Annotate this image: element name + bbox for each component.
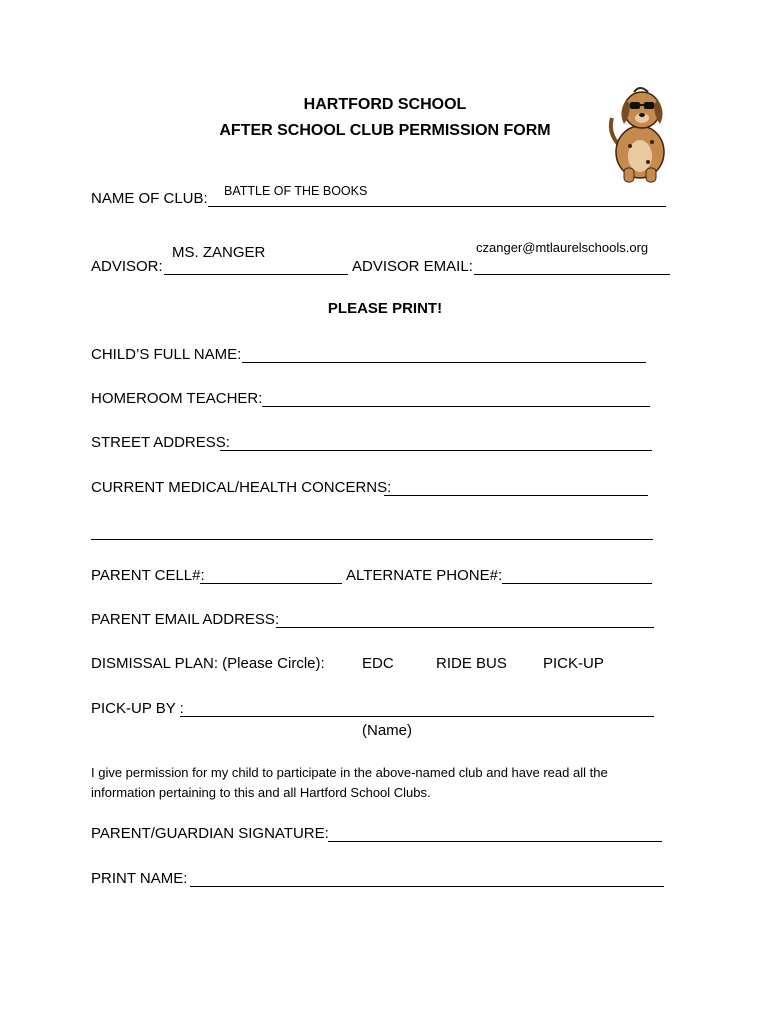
advisor-label: ADVISOR: bbox=[91, 258, 163, 275]
pick-up-by-field[interactable] bbox=[180, 716, 654, 717]
dismissal-option-ride-bus[interactable]: RIDE BUS bbox=[436, 655, 507, 672]
homeroom-field[interactable] bbox=[262, 406, 650, 407]
please-print-notice: PLEASE PRINT! bbox=[327, 300, 443, 317]
parent-email-field[interactable] bbox=[276, 627, 654, 628]
street-address-field[interactable] bbox=[220, 450, 652, 451]
dog-with-sunglasses-icon bbox=[604, 82, 676, 184]
form-title: AFTER SCHOOL CLUB PERMISSION FORM bbox=[219, 122, 551, 139]
dismissal-option-edc[interactable]: EDC bbox=[362, 655, 394, 672]
advisor-value: MS. ZANGER bbox=[172, 244, 266, 261]
advisor-line[interactable] bbox=[164, 274, 348, 275]
dismissal-option-pick-up[interactable]: PICK-UP bbox=[543, 655, 604, 672]
medical-concerns-field[interactable] bbox=[384, 495, 648, 496]
club-name-value: BATTLE OF THE BOOKS bbox=[224, 184, 368, 198]
medical-concerns-label: CURRENT MEDICAL/HEALTH CONCERNS: bbox=[91, 479, 392, 496]
alternate-phone-label: ALTERNATE PHONE#: bbox=[346, 567, 503, 584]
signature-label: PARENT/GUARDIAN SIGNATURE: bbox=[91, 825, 329, 842]
homeroom-label: HOMEROOM TEACHER: bbox=[91, 390, 263, 407]
parent-cell-field[interactable] bbox=[200, 583, 342, 584]
print-name-field[interactable] bbox=[190, 886, 664, 887]
permission-statement: I give permission for my child to participate in the above-named club and have read all the information pertaining to this and all Hartford School Clubs. bbox=[91, 765, 608, 800]
street-address-label: STREET ADDRESS: bbox=[91, 434, 230, 451]
child-name-label: CHILD’S FULL NAME: bbox=[91, 346, 242, 363]
dismissal-plan-label: DISMISSAL PLAN: (Please Circle): bbox=[91, 655, 325, 672]
parent-cell-label: PARENT CELL#: bbox=[91, 567, 205, 584]
name-caption: (Name) bbox=[362, 722, 413, 739]
club-name-line[interactable] bbox=[208, 206, 666, 207]
child-name-field[interactable] bbox=[242, 362, 646, 363]
club-name-label: NAME OF CLUB: bbox=[91, 190, 208, 207]
advisor-email-line[interactable] bbox=[474, 274, 670, 275]
advisor-email-value: czanger@mtlaurelschools.org bbox=[476, 240, 649, 255]
pick-up-by-label: PICK-UP BY : bbox=[91, 700, 184, 717]
signature-field[interactable] bbox=[328, 841, 662, 842]
school-name: HARTFORD SCHOOL bbox=[303, 96, 467, 113]
advisor-email-label: ADVISOR EMAIL: bbox=[352, 258, 473, 275]
parent-email-label: PARENT EMAIL ADDRESS: bbox=[91, 611, 280, 628]
medical-concerns-extra-line[interactable] bbox=[91, 539, 653, 540]
alternate-phone-field[interactable] bbox=[502, 583, 652, 584]
print-name-label: PRINT NAME: bbox=[91, 870, 188, 887]
